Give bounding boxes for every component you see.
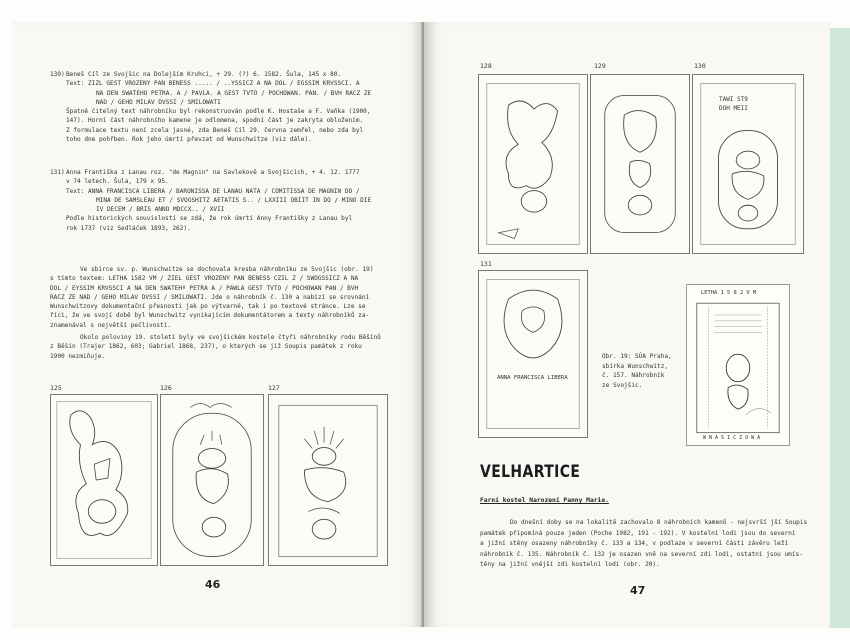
photo-caption: Obr. 19: SÚA Praha, sbírka Wunschwitz, č. 157. Náhrobník ze Svojšic. — [602, 353, 672, 389]
figure-130-tombstone-drawing — [692, 74, 804, 254]
figure-number: 131 — [480, 260, 492, 268]
green-back-cover-edge — [828, 28, 850, 628]
figure-125-tombstone-drawing — [50, 394, 158, 566]
section-heading: VELHARTICE — [480, 462, 581, 482]
paragraph-besin: Okolo poloviny 19. století byly ve svojšickém kostele čtyři náhrobníky rodu Běšínů z Běšin (Trajer 1862, 603; Gabriel 1868, 237), o kterých se již Soupis památek z roku 1900 nezmiňuje. — [50, 334, 381, 360]
entry-131-number: 131) — [50, 169, 65, 176]
velhartice-body: Do dnešní doby se na lokalitě zachovalo 8 náhrobních kamenů - nejsvrší jší Soupis památek připomíná pouze jeden (Poche 1982, 191 - 192). V kostelní lodi jsou do severní a jižní stěny osazeny náhrobníky č. 133 a 134, v podlaze v severní části závěru leží náhrobník č. 135. Náhrobník č. 132 je osazen vně na severní zdi lodi, ostatní jsou umís- těny na jižní vnější zdi kostelní lodi (obr. 20). — [480, 519, 808, 568]
fig130-inscription: TAWI ST9 DOH MEII — [719, 96, 748, 112]
archive-drawing-photo — [686, 284, 790, 446]
figure-128-tombstone-drawing — [478, 74, 588, 254]
figure-number: 128 — [480, 62, 492, 70]
page-number: 46 — [205, 578, 221, 591]
fig131-inscription: ANNA FRANCISCA LIBERA — [497, 375, 568, 381]
figure-number: 125 — [50, 384, 62, 392]
left-page — [12, 22, 424, 627]
section-subheading: Farní kostel Narození Panny Marie. — [480, 497, 609, 504]
right-page — [424, 22, 830, 627]
figure-number: 126 — [160, 384, 172, 392]
entry-130-number: 130) — [50, 71, 65, 78]
paragraph-wunschwitz: Ve sbírce sv. p. Wunschwitze se dochovala kresba náhrobníku ze Svojšic (obr. 19) s tímto textem: LETHA 1582 VM / ZIEL GEST VROZENY PAN BENESS CZIL Z / SWOGSSICZ A NA DOL / EYSSIM KRVSSCI A NA DEN SWATEHº PETRA A / PAWLA GEST TVTO / POCHOWAN PAN / BVH RACZ ZE NAD / GEHO MILAV DVSSI / SMILOWATI. Jde o náhrobník č. 130 a nabízí se srovnání Wunschwitzovy dokumentační přesnosti jak po výtvarné, tak i po textové stránce. Lze se říci, že ve svojí době byl Wunschwitz vynikajícím dokumentátorem a texty náhrobníků za- znamenával s největší pečlivostí. — [50, 266, 374, 329]
figure-131-tombstone-drawing — [478, 270, 588, 438]
figure-129-tombstone-drawing — [590, 74, 690, 254]
entry-131: Anna Františka z Lanau roz. "de Magnin" na Savlekově a Svojšicích, + 4. 12. 1777 v 74 letech. Šula, 179 x 95. Text: ANNA FRANCISCA LIBERA / BARONISSA DE LANAU NATA / COMITISSA DE MAGNIN DO / MINA DE SAMSLEAU ET / SVOGSHITZ AETATIS S.. / LXXIII OBIIT IN DO / MINO DIE IV DECEM / BRIS ANNO MDCCX.. / XVII Podle historických souvislostí se zdá, že rok úmrtí Anny Františky z Lanau byl rok 1737 (viz Sedláček 1893, 262). — [66, 169, 372, 232]
figure-number: 127 — [268, 384, 280, 392]
page-number: 47 — [630, 584, 646, 597]
entry-130: Beneš Cíl ze Svojšic na Dolejším Kruhci, + 29. (?) 6. 1582. Šula, 145 x 80. Text: ZIZL GEST VROZENY PAN BENESS ..... / ..YSSICZ A NA DOL / EGSSIM KRVSSCI. A NA DEN SWATEHO PETRA. A / PAVLA. A GEST TVTO / POCHOWAN. PAN. / BVH RACZ ZE NAD / GEHO MILAV DVSSI / SMILOWATI Špatně čitelný text náhrobníku byl rekonstruován podle K. Hostaše a F. Vaňka (1900, 147). Horní část náhrobního kamene je odlomena, spodní část je zakryta obložením. Z formulace textu není zcela jasné, zda Beneš Cíl 29. června zemřel, nebo zda byl toho dne pohřben. Rok jeho úmrtí převzat od Wunschwitze (viz dále). — [66, 71, 372, 144]
figure-126-tombstone-drawing — [160, 394, 264, 566]
photo-inscription-bottom: W N A S I C Z O W A — [703, 435, 761, 441]
figure-number: 129 — [594, 62, 606, 70]
figure-127-tombstone-drawing — [268, 394, 388, 566]
photo-inscription-top: LETHA 1 5 8 2 V M — [701, 290, 757, 296]
figure-number: 130 — [694, 62, 706, 70]
